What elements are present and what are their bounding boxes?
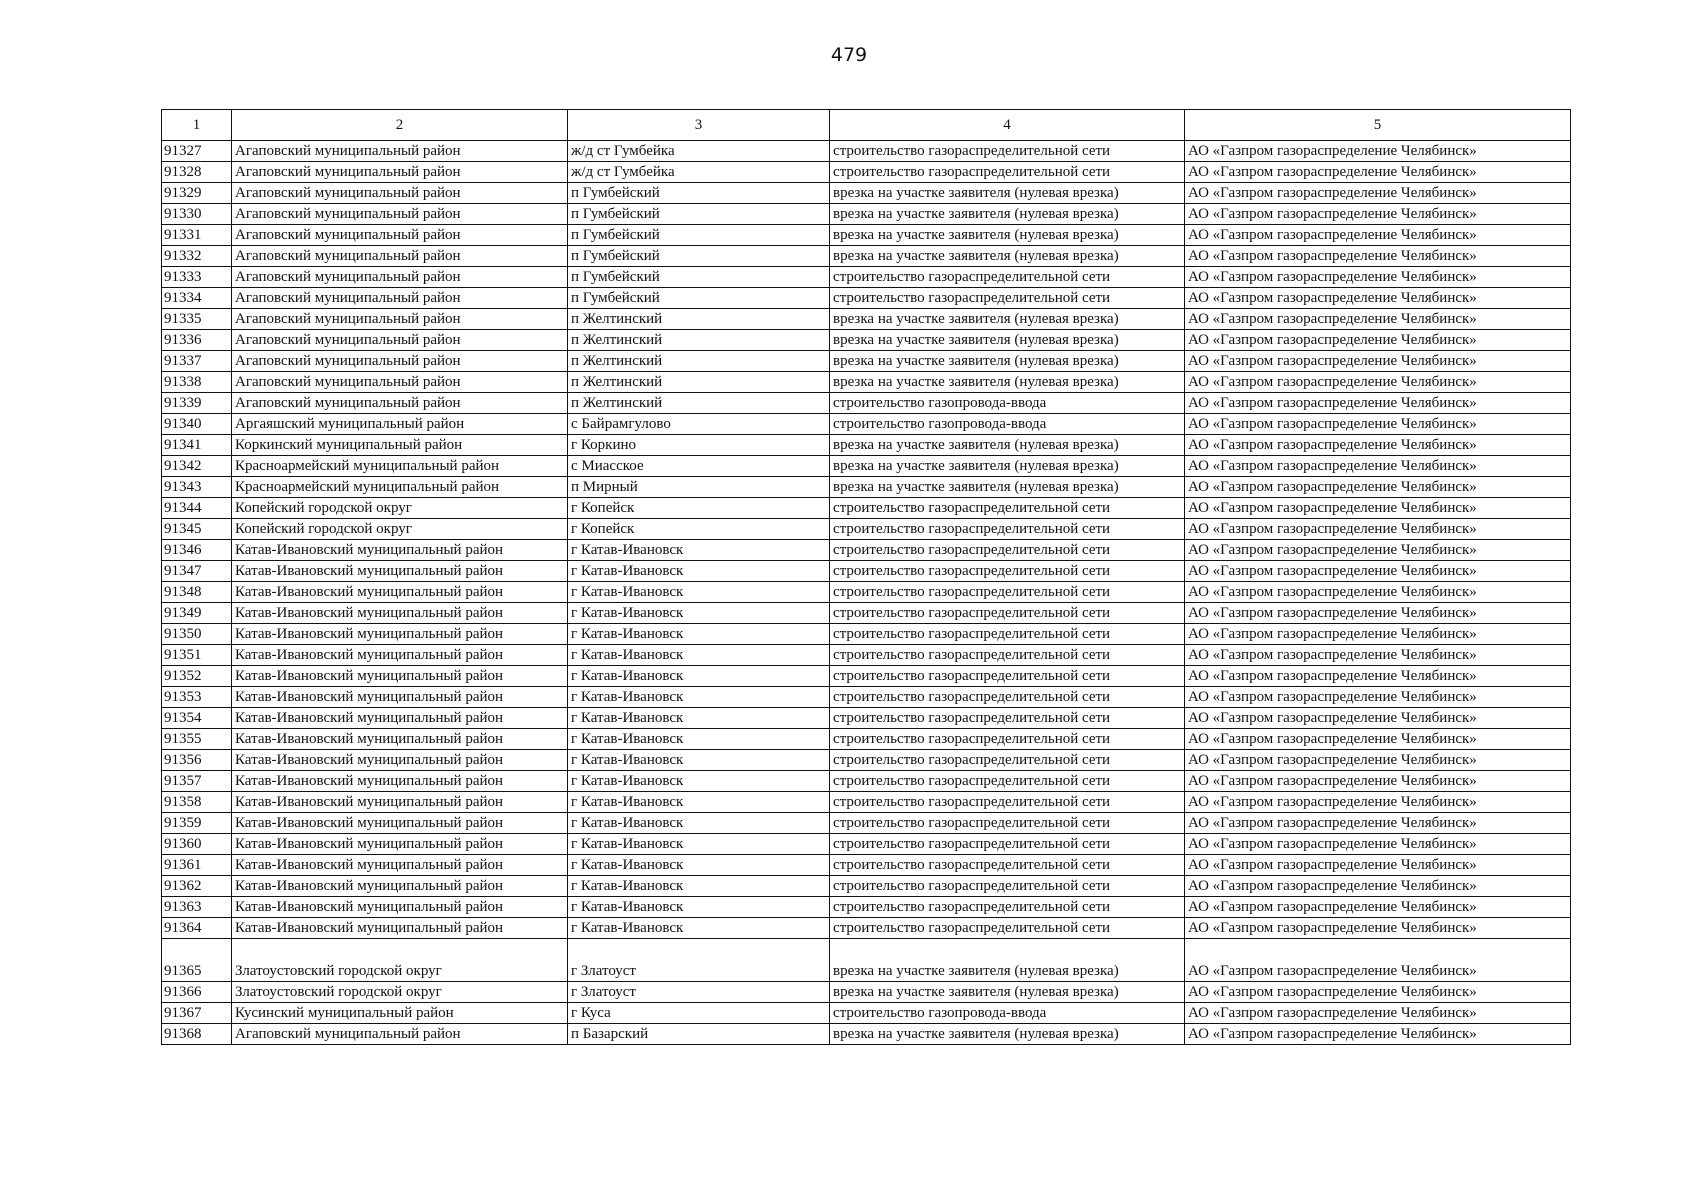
municipality-cell: Агаповский муниципальный район bbox=[232, 1024, 568, 1045]
settlement-cell: г Катав-Ивановск bbox=[568, 645, 830, 666]
table-row bbox=[162, 918, 1571, 939]
organization-cell: АО «Газпром газораспределение Челябинск» bbox=[1185, 813, 1571, 834]
row-number-cell: 91360 bbox=[162, 834, 232, 855]
settlement-cell: п Желтинский bbox=[568, 351, 830, 372]
row-number-cell: 91344 bbox=[162, 498, 232, 519]
organization-cell: АО «Газпром газораспределение Челябинск» bbox=[1185, 897, 1571, 918]
row-number-cell: 91339 bbox=[162, 393, 232, 414]
organization-cell: АО «Газпром газораспределение Челябинск» bbox=[1185, 729, 1571, 750]
table-row bbox=[162, 540, 1571, 561]
municipality-cell: Катав-Ивановский муниципальный район bbox=[232, 771, 568, 792]
row-number-cell: 91343 bbox=[162, 477, 232, 498]
settlement-cell: п Мирный bbox=[568, 477, 830, 498]
municipality-cell: Агаповский муниципальный район bbox=[232, 393, 568, 414]
settlement-cell: п Базарский bbox=[568, 1024, 830, 1045]
municipality-cell: Катав-Ивановский муниципальный район bbox=[232, 645, 568, 666]
table-row bbox=[162, 330, 1571, 351]
work-type-cell: строительство газораспределительной сети bbox=[830, 141, 1185, 162]
settlement-cell: п Гумбейский bbox=[568, 267, 830, 288]
settlement-cell: г Катав-Ивановск bbox=[568, 918, 830, 939]
work-type-cell: строительство газораспределительной сети bbox=[830, 687, 1185, 708]
municipality-cell: Катав-Ивановский муниципальный район bbox=[232, 729, 568, 750]
row-number-cell: 91349 bbox=[162, 603, 232, 624]
work-type-cell: врезка на участке заявителя (нулевая врезка) bbox=[830, 246, 1185, 267]
row-number-cell: 91367 bbox=[162, 1003, 232, 1024]
municipality-cell: Агаповский муниципальный район bbox=[232, 351, 568, 372]
row-number-cell: 91330 bbox=[162, 204, 232, 225]
row-number-cell: 91358 bbox=[162, 792, 232, 813]
row-number-cell: 91355 bbox=[162, 729, 232, 750]
organization-cell: АО «Газпром газораспределение Челябинск» bbox=[1185, 855, 1571, 876]
settlement-cell: г Катав-Ивановск bbox=[568, 624, 830, 645]
organization-cell: АО «Газпром газораспределение Челябинск» bbox=[1185, 771, 1571, 792]
work-type-cell: строительство газопровода-ввода bbox=[830, 414, 1185, 435]
municipality-cell: Катав-Ивановский муниципальный район bbox=[232, 687, 568, 708]
municipality-cell: Агаповский муниципальный район bbox=[232, 183, 568, 204]
work-type-cell: строительство газораспределительной сети bbox=[830, 771, 1185, 792]
organization-cell: АО «Газпром газораспределение Челябинск» bbox=[1185, 982, 1571, 1003]
table-row bbox=[162, 393, 1571, 414]
row-number-cell: 91345 bbox=[162, 519, 232, 540]
organization-cell: АО «Газпром газораспределение Челябинск» bbox=[1185, 456, 1571, 477]
municipality-cell: Катав-Ивановский муниципальный район bbox=[232, 540, 568, 561]
row-number-cell: 91364 bbox=[162, 918, 232, 939]
work-type-cell: строительство газопровода-ввода bbox=[830, 393, 1185, 414]
municipality-cell: Кусинский муниципальный район bbox=[232, 1003, 568, 1024]
table-row bbox=[162, 351, 1571, 372]
municipality-cell: Катав-Ивановский муниципальный район bbox=[232, 792, 568, 813]
organization-cell: АО «Газпром газораспределение Челябинск» bbox=[1185, 519, 1571, 540]
work-type-cell: строительство газораспределительной сети bbox=[830, 288, 1185, 309]
organization-cell: АО «Газпром газораспределение Челябинск» bbox=[1185, 225, 1571, 246]
work-type-cell: строительство газораспределительной сети bbox=[830, 267, 1185, 288]
settlement-cell: г Катав-Ивановск bbox=[568, 771, 830, 792]
row-number-cell: 91327 bbox=[162, 141, 232, 162]
work-type-cell: строительство газораспределительной сети bbox=[830, 540, 1185, 561]
municipality-cell: Катав-Ивановский муниципальный район bbox=[232, 561, 568, 582]
work-type-cell: врезка на участке заявителя (нулевая врезка) bbox=[830, 183, 1185, 204]
municipality-cell: Агаповский муниципальный район bbox=[232, 162, 568, 183]
settlement-cell: г Катав-Ивановск bbox=[568, 876, 830, 897]
row-number-cell: 91341 bbox=[162, 435, 232, 456]
table-row bbox=[162, 561, 1571, 582]
row-number-cell: 91368 bbox=[162, 1024, 232, 1045]
work-type-cell: врезка на участке заявителя (нулевая врезка) bbox=[830, 939, 1185, 982]
municipality-cell: Катав-Ивановский муниципальный район bbox=[232, 708, 568, 729]
settlement-cell: п Гумбейский bbox=[568, 288, 830, 309]
table-row bbox=[162, 708, 1571, 729]
municipality-cell: Агаповский муниципальный район bbox=[232, 204, 568, 225]
municipality-cell: Катав-Ивановский муниципальный район bbox=[232, 813, 568, 834]
register-table bbox=[161, 109, 1571, 1045]
work-type-cell: врезка на участке заявителя (нулевая врезка) bbox=[830, 309, 1185, 330]
row-number-cell: 91365 bbox=[162, 939, 232, 982]
municipality-cell: Катав-Ивановский муниципальный район bbox=[232, 918, 568, 939]
work-type-cell: врезка на участке заявителя (нулевая врезка) bbox=[830, 204, 1185, 225]
organization-cell: АО «Газпром газораспределение Челябинск» bbox=[1185, 708, 1571, 729]
municipality-cell: Агаповский муниципальный район bbox=[232, 246, 568, 267]
table-row bbox=[162, 582, 1571, 603]
settlement-cell: п Гумбейский bbox=[568, 246, 830, 267]
settlement-cell: г Копейск bbox=[568, 519, 830, 540]
settlement-cell: г Катав-Ивановск bbox=[568, 792, 830, 813]
row-number-cell: 91342 bbox=[162, 456, 232, 477]
row-number-cell: 91356 bbox=[162, 750, 232, 771]
row-number-cell: 91362 bbox=[162, 876, 232, 897]
table-row bbox=[162, 519, 1571, 540]
settlement-cell: г Катав-Ивановск bbox=[568, 666, 830, 687]
municipality-cell: Катав-Ивановский муниципальный район bbox=[232, 855, 568, 876]
organization-cell: АО «Газпром газораспределение Челябинск» bbox=[1185, 498, 1571, 519]
table-row bbox=[162, 162, 1571, 183]
settlement-cell: г Катав-Ивановск bbox=[568, 687, 830, 708]
work-type-cell: строительство газораспределительной сети bbox=[830, 750, 1185, 771]
settlement-cell: г Катав-Ивановск bbox=[568, 540, 830, 561]
row-number-cell: 91353 bbox=[162, 687, 232, 708]
work-type-cell: врезка на участке заявителя (нулевая врезка) bbox=[830, 1024, 1185, 1045]
header-col-2: 2 bbox=[232, 110, 568, 141]
row-number-cell: 91357 bbox=[162, 771, 232, 792]
settlement-cell: п Гумбейский bbox=[568, 225, 830, 246]
organization-cell: АО «Газпром газораспределение Челябинск» bbox=[1185, 750, 1571, 771]
organization-cell: АО «Газпром газораспределение Челябинск» bbox=[1185, 435, 1571, 456]
work-type-cell: строительство газораспределительной сети bbox=[830, 876, 1185, 897]
municipality-cell: Агаповский муниципальный район bbox=[232, 141, 568, 162]
municipality-cell: Златоустовский городской округ bbox=[232, 939, 568, 982]
table-row bbox=[162, 729, 1571, 750]
table-row bbox=[162, 855, 1571, 876]
organization-cell: АО «Газпром газораспределение Челябинск» bbox=[1185, 351, 1571, 372]
municipality-cell: Катав-Ивановский муниципальный район bbox=[232, 876, 568, 897]
municipality-cell: Катав-Ивановский муниципальный район bbox=[232, 603, 568, 624]
municipality-cell: Катав-Ивановский муниципальный район bbox=[232, 750, 568, 771]
row-number-cell: 91363 bbox=[162, 897, 232, 918]
organization-cell: АО «Газпром газораспределение Челябинск» bbox=[1185, 582, 1571, 603]
table-row bbox=[162, 771, 1571, 792]
settlement-cell: г Катав-Ивановск bbox=[568, 582, 830, 603]
settlement-cell: г Катав-Ивановск bbox=[568, 729, 830, 750]
organization-cell: АО «Газпром газораспределение Челябинск» bbox=[1185, 288, 1571, 309]
work-type-cell: строительство газораспределительной сети bbox=[830, 645, 1185, 666]
organization-cell: АО «Газпром газораспределение Челябинск» bbox=[1185, 876, 1571, 897]
organization-cell: АО «Газпром газораспределение Челябинск» bbox=[1185, 141, 1571, 162]
municipality-cell: Копейский городской округ bbox=[232, 498, 568, 519]
row-number-cell: 91348 bbox=[162, 582, 232, 603]
municipality-cell: Катав-Ивановский муниципальный район bbox=[232, 624, 568, 645]
settlement-cell: г Катав-Ивановск bbox=[568, 603, 830, 624]
row-number-cell: 91354 bbox=[162, 708, 232, 729]
table-row bbox=[162, 288, 1571, 309]
header-col-3: 3 bbox=[568, 110, 830, 141]
work-type-cell: строительство газораспределительной сети bbox=[830, 561, 1185, 582]
work-type-cell: врезка на участке заявителя (нулевая врезка) bbox=[830, 351, 1185, 372]
organization-cell: АО «Газпром газораспределение Челябинск» bbox=[1185, 477, 1571, 498]
municipality-cell: Агаповский муниципальный район bbox=[232, 267, 568, 288]
settlement-cell: п Гумбейский bbox=[568, 183, 830, 204]
row-number-cell: 91332 bbox=[162, 246, 232, 267]
organization-cell: АО «Газпром газораспределение Челябинск» bbox=[1185, 309, 1571, 330]
table-row bbox=[162, 225, 1571, 246]
work-type-cell: строительство газораспределительной сети bbox=[830, 603, 1185, 624]
organization-cell: АО «Газпром газораспределение Челябинск» bbox=[1185, 1003, 1571, 1024]
settlement-cell: п Желтинский bbox=[568, 309, 830, 330]
work-type-cell: врезка на участке заявителя (нулевая врезка) bbox=[830, 330, 1185, 351]
work-type-cell: строительство газораспределительной сети bbox=[830, 624, 1185, 645]
work-type-cell: строительство газораспределительной сети bbox=[830, 582, 1185, 603]
work-type-cell: строительство газораспределительной сети bbox=[830, 729, 1185, 750]
row-number-cell: 91336 bbox=[162, 330, 232, 351]
table-row bbox=[162, 876, 1571, 897]
municipality-cell: Катав-Ивановский муниципальный район bbox=[232, 834, 568, 855]
organization-cell: АО «Газпром газораспределение Челябинск» bbox=[1185, 687, 1571, 708]
row-number-cell: 91346 bbox=[162, 540, 232, 561]
header-col-5: 5 bbox=[1185, 110, 1571, 141]
table-row bbox=[162, 939, 1571, 982]
settlement-cell: п Желтинский bbox=[568, 330, 830, 351]
settlement-cell: с Миасское bbox=[568, 456, 830, 477]
header-col-4: 4 bbox=[830, 110, 1185, 141]
work-type-cell: строительство газораспределительной сети bbox=[830, 708, 1185, 729]
row-number-cell: 91351 bbox=[162, 645, 232, 666]
table-row bbox=[162, 204, 1571, 225]
work-type-cell: строительство газораспределительной сети bbox=[830, 792, 1185, 813]
row-number-cell: 91335 bbox=[162, 309, 232, 330]
settlement-cell: г Катав-Ивановск bbox=[568, 897, 830, 918]
work-type-cell: строительство газораспределительной сети bbox=[830, 162, 1185, 183]
row-number-cell: 91334 bbox=[162, 288, 232, 309]
organization-cell: АО «Газпром газораспределение Челябинск» bbox=[1185, 540, 1571, 561]
municipality-cell: Агаповский муниципальный район bbox=[232, 372, 568, 393]
row-number-cell: 91329 bbox=[162, 183, 232, 204]
municipality-cell: Аргаяшский муниципальный район bbox=[232, 414, 568, 435]
municipality-cell: Копейский городской округ bbox=[232, 519, 568, 540]
municipality-cell: Агаповский муниципальный район bbox=[232, 330, 568, 351]
settlement-cell: г Катав-Ивановск bbox=[568, 855, 830, 876]
settlement-cell: п Гумбейский bbox=[568, 204, 830, 225]
work-type-cell: строительство газораспределительной сети bbox=[830, 897, 1185, 918]
work-type-cell: врезка на участке заявителя (нулевая врезка) bbox=[830, 477, 1185, 498]
organization-cell: АО «Газпром газораспределение Челябинск» bbox=[1185, 1024, 1571, 1045]
organization-cell: АО «Газпром газораспределение Челябинск» bbox=[1185, 666, 1571, 687]
page-number: 479 bbox=[830, 44, 868, 66]
settlement-cell: г Куса bbox=[568, 1003, 830, 1024]
municipality-cell: Катав-Ивановский муниципальный район bbox=[232, 666, 568, 687]
row-number-cell: 91350 bbox=[162, 624, 232, 645]
settlement-cell: г Катав-Ивановск bbox=[568, 561, 830, 582]
table-row bbox=[162, 1024, 1571, 1045]
settlement-cell: г Златоуст bbox=[568, 939, 830, 982]
table-row bbox=[162, 624, 1571, 645]
header-col-1: 1 bbox=[162, 110, 232, 141]
settlement-cell: с Байрамгулово bbox=[568, 414, 830, 435]
work-type-cell: строительство газораспределительной сети bbox=[830, 519, 1185, 540]
organization-cell: АО «Газпром газораспределение Челябинск» bbox=[1185, 204, 1571, 225]
organization-cell: АО «Газпром газораспределение Челябинск» bbox=[1185, 414, 1571, 435]
work-type-cell: строительство газопровода-ввода bbox=[830, 1003, 1185, 1024]
organization-cell: АО «Газпром газораспределение Челябинск» bbox=[1185, 624, 1571, 645]
row-number-cell: 91366 bbox=[162, 982, 232, 1003]
municipality-cell: Агаповский муниципальный район bbox=[232, 225, 568, 246]
municipality-cell: Красноармейский муниципальный район bbox=[232, 456, 568, 477]
municipality-cell: Катав-Ивановский муниципальный район bbox=[232, 897, 568, 918]
row-number-cell: 91333 bbox=[162, 267, 232, 288]
work-type-cell: строительство газораспределительной сети bbox=[830, 666, 1185, 687]
work-type-cell: врезка на участке заявителя (нулевая врезка) bbox=[830, 982, 1185, 1003]
row-number-cell: 91347 bbox=[162, 561, 232, 582]
organization-cell: АО «Газпром газораспределение Челябинск» bbox=[1185, 834, 1571, 855]
organization-cell: АО «Газпром газораспределение Челябинск» bbox=[1185, 246, 1571, 267]
work-type-cell: строительство газораспределительной сети bbox=[830, 813, 1185, 834]
table-row bbox=[162, 267, 1571, 288]
organization-cell: АО «Газпром газораспределение Челябинск» bbox=[1185, 267, 1571, 288]
table-row bbox=[162, 456, 1571, 477]
table-row bbox=[162, 141, 1571, 162]
work-type-cell: строительство газораспределительной сети bbox=[830, 834, 1185, 855]
settlement-cell: г Златоуст bbox=[568, 982, 830, 1003]
table-row bbox=[162, 498, 1571, 519]
row-number-cell: 91352 bbox=[162, 666, 232, 687]
settlement-cell: п Желтинский bbox=[568, 372, 830, 393]
row-number-cell: 91359 bbox=[162, 813, 232, 834]
municipality-cell: Агаповский муниципальный район bbox=[232, 309, 568, 330]
table-row bbox=[162, 309, 1571, 330]
organization-cell: АО «Газпром газораспределение Челябинск» bbox=[1185, 939, 1571, 982]
row-number-cell: 91328 bbox=[162, 162, 232, 183]
table-row bbox=[162, 246, 1571, 267]
municipality-cell: Златоустовский городской округ bbox=[232, 982, 568, 1003]
table-row bbox=[162, 897, 1571, 918]
settlement-cell: п Желтинский bbox=[568, 393, 830, 414]
table-row bbox=[162, 477, 1571, 498]
work-type-cell: врезка на участке заявителя (нулевая врезка) bbox=[830, 372, 1185, 393]
settlement-cell: ж/д ст Гумбейка bbox=[568, 141, 830, 162]
table-row bbox=[162, 792, 1571, 813]
row-number-cell: 91337 bbox=[162, 351, 232, 372]
settlement-cell: г Коркино bbox=[568, 435, 830, 456]
table-row bbox=[162, 372, 1571, 393]
organization-cell: АО «Газпром газораспределение Челябинск» bbox=[1185, 561, 1571, 582]
municipality-cell: Агаповский муниципальный район bbox=[232, 288, 568, 309]
work-type-cell: строительство газораспределительной сети bbox=[830, 498, 1185, 519]
row-number-cell: 91361 bbox=[162, 855, 232, 876]
table-row bbox=[162, 414, 1571, 435]
table-row bbox=[162, 435, 1571, 456]
organization-cell: АО «Газпром газораспределение Челябинск» bbox=[1185, 372, 1571, 393]
organization-cell: АО «Газпром газораспределение Челябинск» bbox=[1185, 792, 1571, 813]
municipality-cell: Катав-Ивановский муниципальный район bbox=[232, 582, 568, 603]
table-row bbox=[162, 813, 1571, 834]
table-row bbox=[162, 183, 1571, 204]
table-row bbox=[162, 750, 1571, 771]
settlement-cell: г Катав-Ивановск bbox=[568, 708, 830, 729]
organization-cell: АО «Газпром газораспределение Челябинск» bbox=[1185, 162, 1571, 183]
organization-cell: АО «Газпром газораспределение Челябинск» bbox=[1185, 183, 1571, 204]
table-row bbox=[162, 666, 1571, 687]
row-number-cell: 91340 bbox=[162, 414, 232, 435]
organization-cell: АО «Газпром газораспределение Челябинск» bbox=[1185, 603, 1571, 624]
settlement-cell: г Катав-Ивановск bbox=[568, 750, 830, 771]
table-row bbox=[162, 687, 1571, 708]
work-type-cell: строительство газораспределительной сети bbox=[830, 855, 1185, 876]
row-number-cell: 91331 bbox=[162, 225, 232, 246]
settlement-cell: г Копейск bbox=[568, 498, 830, 519]
row-number-cell: 91338 bbox=[162, 372, 232, 393]
work-type-cell: врезка на участке заявителя (нулевая врезка) bbox=[830, 225, 1185, 246]
municipality-cell: Красноармейский муниципальный район bbox=[232, 477, 568, 498]
work-type-cell: строительство газораспределительной сети bbox=[830, 918, 1185, 939]
settlement-cell: ж/д ст Гумбейка bbox=[568, 162, 830, 183]
organization-cell: АО «Газпром газораспределение Челябинск» bbox=[1185, 330, 1571, 351]
table-row bbox=[162, 982, 1571, 1003]
organization-cell: АО «Газпром газораспределение Челябинск» bbox=[1185, 393, 1571, 414]
table-row bbox=[162, 603, 1571, 624]
settlement-cell: г Катав-Ивановск bbox=[568, 834, 830, 855]
table-row bbox=[162, 834, 1571, 855]
table-row bbox=[162, 645, 1571, 666]
header-row bbox=[162, 110, 1571, 141]
organization-cell: АО «Газпром газораспределение Челябинск» bbox=[1185, 918, 1571, 939]
table-row bbox=[162, 1003, 1571, 1024]
work-type-cell: врезка на участке заявителя (нулевая врезка) bbox=[830, 456, 1185, 477]
municipality-cell: Коркинский муниципальный район bbox=[232, 435, 568, 456]
work-type-cell: врезка на участке заявителя (нулевая врезка) bbox=[830, 435, 1185, 456]
settlement-cell: г Катав-Ивановск bbox=[568, 813, 830, 834]
organization-cell: АО «Газпром газораспределение Челябинск» bbox=[1185, 645, 1571, 666]
